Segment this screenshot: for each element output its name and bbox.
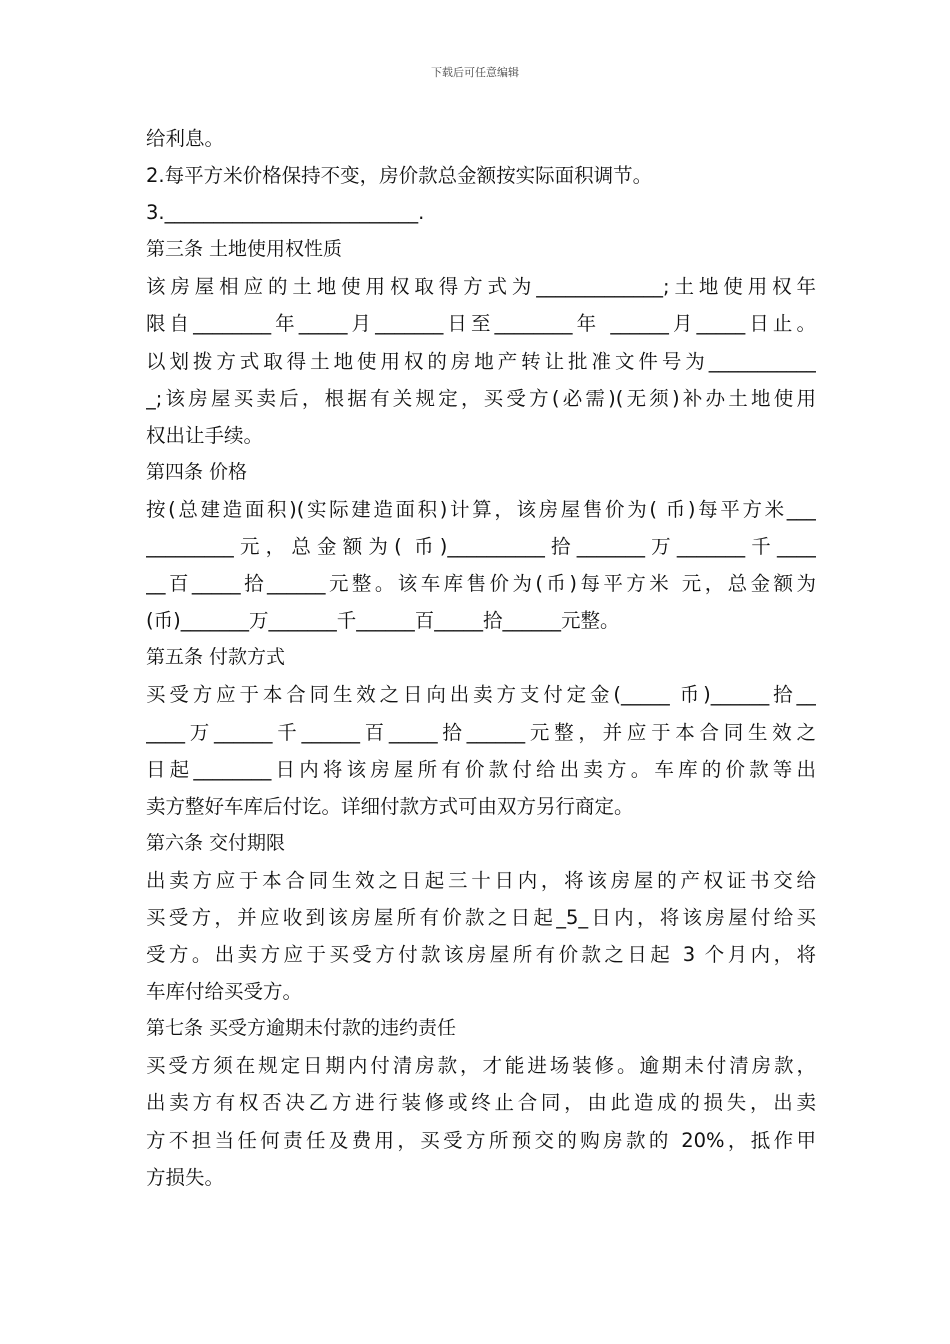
- paragraph-line: 买受方须在规定日期内付清房款，才能进场装修。逾期未付清房款，: [146, 1054, 816, 1078]
- section-heading: 第五条 付款方式: [146, 646, 286, 669]
- paragraph-line: 限自________年_____月_______日至________年 ______月_____日止。: [146, 312, 816, 336]
- paragraph-line: 权出让手续。: [146, 423, 264, 447]
- paragraph-line: 以划拨方式取得土地使用权的房地产转让批准文件号为___________: [146, 349, 816, 373]
- paragraph-line: ____万______千______百_____拾______元整，并应于本合同生效之: [146, 720, 816, 744]
- paragraph-line: 受方。出卖方应于买受方付款该房屋所有价款之日起 3 个月内，将: [146, 943, 816, 967]
- paragraph-line: 卖方整好车库后付讫。详细付款方式可由双方另行商定。: [146, 794, 634, 818]
- section-heading: 第四条 价格: [146, 460, 248, 483]
- paragraph-line: 方损失。: [146, 1165, 225, 1189]
- paragraph-line: 给利息。: [146, 127, 225, 150]
- paragraph-line: 3.__________________________.: [146, 201, 425, 225]
- paragraph-line: 买受方，并应收到该房屋所有价款之日起_5_日内，将该房屋付给买: [146, 905, 816, 929]
- section-heading: 第六条 交付期限: [146, 831, 286, 854]
- paragraph-line: __百_____拾______元整。该车库售价为(币)每平方米 元，总金额为: [146, 572, 816, 596]
- page-header-note: 下载后可任意编辑: [431, 66, 519, 79]
- paragraph-line: 2.每平方米价格保持不变，房价款总金额按实际面积调节。: [146, 164, 653, 188]
- document-body: [146, 120, 816, 1196]
- paragraph-line: _;该房屋买卖后，根据有关规定，买受方(必需)(无须)补办土地使用: [146, 386, 816, 410]
- paragraph-line: 出卖方有权否决乙方进行装修或终止合同，由此造成的损失，出卖: [146, 1091, 816, 1115]
- section-heading: 第三条 土地使用权性质: [146, 238, 343, 261]
- paragraph-line: (币)_______万_______千______百_____拾______元整。: [146, 609, 620, 633]
- paragraph-line: 买受方应于本合同生效之日向出卖方支付定金(_____ 币)______拾__: [146, 683, 816, 707]
- paragraph-line: 该房屋相应的土地使用权取得方式为_____________;土地使用权年: [146, 275, 816, 299]
- paragraph-line: 出卖方应于本合同生效之日起三十日内，将该房屋的产权证书交给: [146, 868, 816, 892]
- paragraph-line: 按(总建造面积)(实际建造面积)计算，该房屋售价为( 币)每平方米___: [146, 497, 816, 521]
- paragraph-line: 车库付给买受方。: [146, 980, 303, 1004]
- section-heading: 第七条 买受方逾期未付款的违约责任: [146, 1017, 457, 1040]
- paragraph-line: 方不担当任何责任及费用，买受方所预交的购房款的 20%，抵作甲: [146, 1128, 816, 1152]
- paragraph-line: 日起________日内将该房屋所有价款付给出卖方。车库的价款等出: [146, 757, 816, 781]
- paragraph-line: _________元，总金额为( 币)__________拾_______万_______千____: [146, 535, 816, 559]
